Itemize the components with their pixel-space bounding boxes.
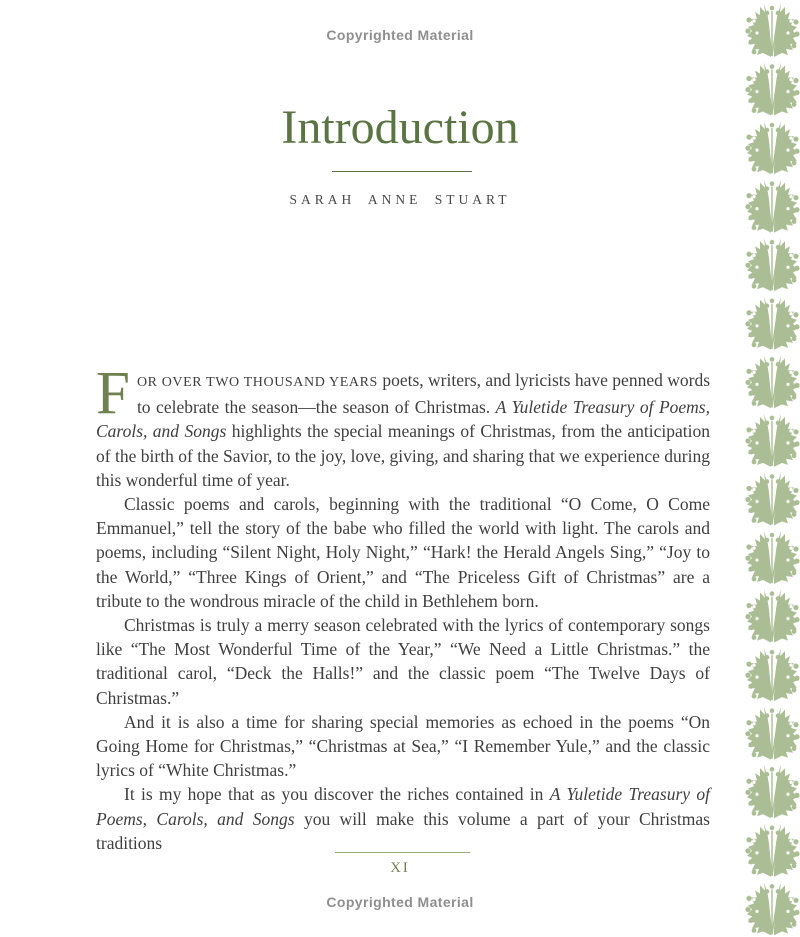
text-segment-normal: It is my hope that as you discover the riches contained in [124, 784, 550, 805]
text-segment-normal: Classic poems and carols, beginning with the traditional “O Come, O Come Emmanuel,” tell the story of the babe who filled the world with light. The carols and poems, including “Silent Night, Holy Night,” “Hark! the Herald Angels Sing,” “Joy to the World,” “Three Kings of Orient,” and “The Priceless Gift of Christmas” are a tribute to the wondrous miracle of the child in Bethlehem born. [96, 494, 710, 611]
paragraph [96, 492, 710, 613]
page-title: Introduction [281, 101, 519, 154]
footer-divider [335, 852, 470, 853]
author-name: SARAH ANNE STUART [289, 192, 511, 207]
text-segment-normal: Christmas is truly a merry season celebrated with the lyrics of contemporary songs like “The Most Wonderful Time of the Year,” “We Need a Little Christmas.” the traditional carol, “Deck the Halls!” and the classic poem “The Twelve Days of Christmas.” [96, 615, 710, 708]
page-number: XI [390, 860, 410, 876]
body-text [96, 360, 711, 855]
text-segment-normal: poets, writers, and lyricists have penned words to celebrate the season—the season of Christmas. [136, 370, 711, 418]
drop-cap: F [96, 360, 130, 427]
paragraph [96, 782, 710, 855]
text-segment-normal: And it is also a time for sharing special memories as echoed in the poems “On Going Home for Christmas,” “Christmas at Sea,” “I Remember Yule,” and the classic lyrics of “White Christmas.” [96, 711, 710, 781]
copyright-notice-top: Copyrighted Material [326, 27, 474, 43]
holly-ornament-border-icon [745, 0, 800, 937]
paragraph [96, 360, 711, 492]
text-segment-italic: A Yuletide Treasury of Poems, Carols, and Songs [96, 784, 710, 829]
text-segment-normal: you will make this volume a part of your Christmas traditions [96, 808, 710, 853]
paragraph [96, 710, 710, 783]
paragraph [96, 613, 710, 710]
text-segment-smallcaps: OR OVER TWO THOUSAND YEARS [136, 375, 378, 390]
title-divider [332, 171, 472, 172]
text-segment-italic: A Yuletide Treasury of Poems, Carols, and Songs [96, 397, 710, 442]
copyright-notice-bottom: Copyrighted Material [326, 894, 474, 910]
text-segment-normal: highlights the special meanings of Christmas, from the anticipation of the birth of the Savior, to the joy, love, giving, and sharing that we experience during this wonderful time of year. [96, 421, 710, 490]
